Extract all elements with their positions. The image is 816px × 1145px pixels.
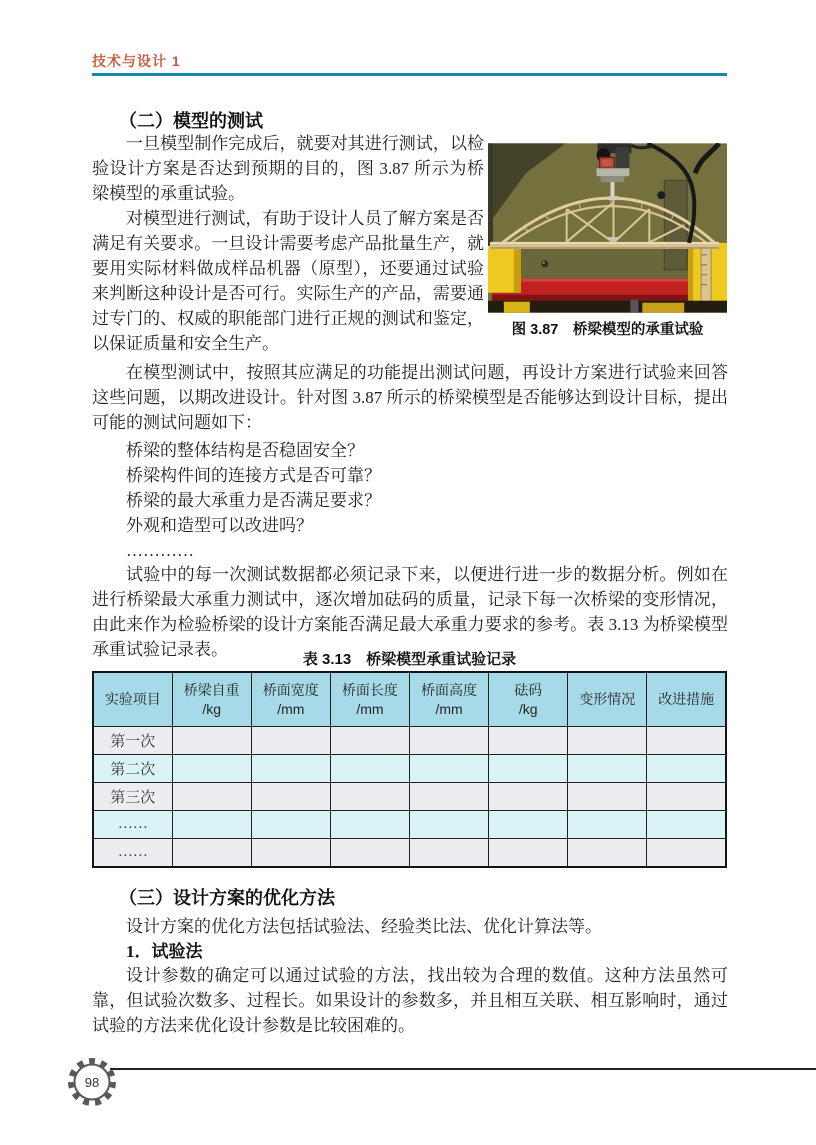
empty-cell: [330, 727, 409, 755]
section-heading-model-testing: （二）模型的测试: [119, 111, 263, 131]
figure-caption: 图 3.87 桥梁模型的承重试验: [511, 322, 704, 338]
empty-cell: [410, 727, 489, 755]
paragraph: 试验中的每一次测试数据都必须记录下来，以便进行进一步的数据分析。例如在进行桥梁最大承重力测试中，逐次增加砝码的质量，记录下每一次桥梁的变形情况，由此来作为检验桥梁的设计方案能否满足最大承重力要求的参考。表 3.13 为桥梁模型承重试验记录表。: [92, 565, 728, 659]
paragraph-test-method: [92, 963, 728, 1038]
empty-cell: [330, 783, 409, 811]
paragraph: 设计方案的优化方法包括试验法、经验类比法、优化计算法等。: [126, 917, 602, 936]
column-header: 桥面宽度 /mm: [251, 672, 330, 727]
empty-cell: [251, 839, 330, 868]
empty-cell: [251, 783, 330, 811]
column-header: 变形情况: [568, 672, 647, 727]
question-item: 桥梁的整体结构是否稳固安全？: [126, 441, 364, 460]
load-test-record-table: [92, 671, 727, 868]
empty-cell: [172, 755, 251, 783]
row-label: 第一次: [93, 727, 172, 755]
empty-cell: [647, 783, 726, 811]
subsection-heading-test-method: 1．试验法: [126, 942, 203, 961]
empty-cell: [172, 811, 251, 839]
empty-cell: [330, 811, 409, 839]
table-title: 表 3.13 桥梁模型承重试验记录: [302, 651, 517, 668]
column-header: 实验项目: [93, 672, 172, 727]
row-label: 第三次: [93, 783, 172, 811]
empty-cell: [568, 727, 647, 755]
empty-cell: [172, 783, 251, 811]
empty-cell: [410, 755, 489, 783]
empty-cell: [647, 811, 726, 839]
paragraph-optimization-methods: [92, 914, 728, 939]
empty-cell: [568, 811, 647, 839]
empty-cell: [568, 839, 647, 868]
paragraph-test-questions-intro: [92, 360, 728, 435]
empty-cell: [251, 811, 330, 839]
table-header-row: [93, 672, 726, 727]
question-item: 外观和造型可以改进吗？: [126, 516, 313, 535]
test-question-list: [92, 438, 728, 563]
intro-paragraphs: [92, 131, 484, 356]
question-item: 桥梁构件间的连接方式是否可靠？: [126, 466, 381, 485]
column-header: 砝码 /kg: [489, 672, 568, 727]
paragraph: 一旦模型制作完成后，就要对其进行测试，以检验设计方案是否达到预期的目的，图 3.87 所示为桥梁模型的承重试验。: [92, 134, 484, 203]
table-row: [93, 727, 726, 755]
column-header: 桥面长度 /mm: [330, 672, 409, 727]
table-row: [93, 755, 726, 783]
empty-cell: [489, 755, 568, 783]
table-row: [93, 839, 726, 868]
empty-cell: [489, 727, 568, 755]
paragraph-record-data: [92, 562, 728, 662]
empty-cell: [251, 755, 330, 783]
empty-cell: [489, 783, 568, 811]
row-label: ……: [93, 811, 172, 839]
page-number-gear-icon: [66, 1056, 118, 1108]
footer-rule: [110, 1068, 816, 1070]
section-heading-optimization: （三）设计方案的优化方法: [119, 888, 335, 908]
bridge-load-test-photo: [488, 143, 727, 313]
column-header: 改进措施: [647, 672, 726, 727]
empty-cell: [251, 727, 330, 755]
table-row: [93, 811, 726, 839]
question-item-ellipsis: …………: [126, 541, 194, 560]
empty-cell: [172, 839, 251, 868]
empty-cell: [568, 783, 647, 811]
page-number: 98: [84, 1075, 100, 1090]
paragraph: 设计参数的确定可以通过试验的方法，找出较为合理的数值。这种方法虽然可靠，但试验次数多、过程长。如果设计的参数多，并且相互关联、相互影响时，通过试验的方法来优化设计参数是比较困难的。: [92, 966, 728, 1035]
column-header: 桥面高度 /mm: [410, 672, 489, 727]
empty-cell: [410, 783, 489, 811]
header-rule: [92, 73, 727, 76]
row-label: 第二次: [93, 755, 172, 783]
empty-cell: [410, 839, 489, 868]
empty-cell: [489, 811, 568, 839]
column-header: 桥梁自重 /kg: [172, 672, 251, 727]
empty-cell: [410, 811, 489, 839]
empty-cell: [568, 755, 647, 783]
book-title: 技术与设计 1: [92, 53, 181, 69]
question-item: 桥梁的最大承重力是否满足要求？: [126, 491, 381, 510]
figure-bridge-test: [488, 143, 727, 339]
empty-cell: [647, 839, 726, 868]
empty-cell: [647, 727, 726, 755]
table-row: [93, 783, 726, 811]
row-label: ……: [93, 839, 172, 868]
paragraph: 在模型测试中，按照其应满足的功能提出测试问题，再设计方案进行试验来回答这些问题，以期改进设计。针对图 3.87 所示的桥梁模型是否能够达到设计目标，提出可能的测试问题如下：: [92, 363, 728, 432]
paragraph: 对模型进行测试，有助于设计人员了解方案是否满足有关要求。一旦设计需要考虑产品批量生产，就要用实际材料做成样品机器（原型），还要通过试验来判断这种设计是否可行。实际生产的产品，需要通过专门的、权威的职能部门进行正规的测试和鉴定，以保证质量和安全生产。: [92, 209, 484, 353]
empty-cell: [330, 755, 409, 783]
empty-cell: [330, 839, 409, 868]
empty-cell: [647, 755, 726, 783]
empty-cell: [172, 727, 251, 755]
empty-cell: [489, 839, 568, 868]
